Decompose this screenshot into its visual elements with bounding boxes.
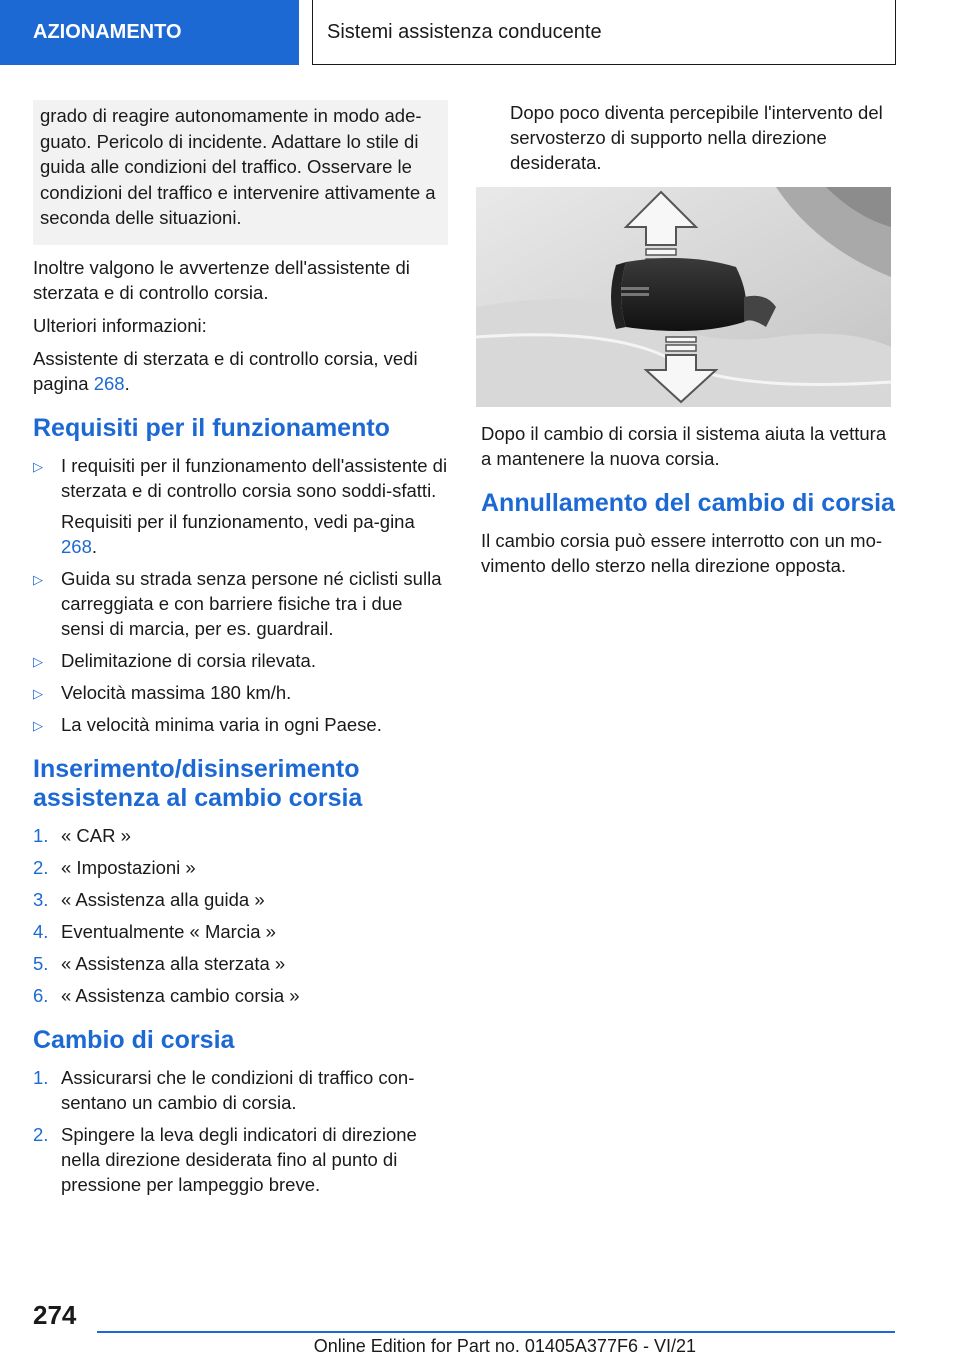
step-number: 3. — [33, 888, 49, 910]
chapter-title: Sistemi assistenza conducente — [327, 20, 602, 43]
paragraph: Dopo poco diventa percepibile l'intervento del servosterzo di supporto nella direzione desiderata. — [510, 102, 883, 173]
list-item — [33, 566, 448, 641]
punctuation: . — [124, 372, 130, 394]
subtext: Requisiti per il funzionamento, vedi pa-gina — [61, 510, 415, 532]
heading-requisiti: Requisiti per il funzionamento — [33, 413, 390, 442]
triangle-bullet-icon: ▷ — [33, 458, 43, 474]
punctuation: . — [91, 535, 98, 557]
paragraph: Ulteriori informazioni: — [33, 314, 207, 336]
step-item — [33, 983, 448, 1008]
paragraph-with-link — [33, 346, 448, 396]
step-number: 6. — [33, 984, 49, 1006]
chapter-header — [312, 0, 896, 65]
step-item — [33, 1122, 448, 1197]
step-item — [33, 855, 448, 880]
step-text: Spingere la leva degli indicatori di direzione nella direzione desiderata fino al punto di pressione per lampeggio breve. — [61, 1123, 417, 1195]
heading-cambio: Cambio di corsia — [33, 1025, 235, 1054]
turn-signal-lever-illustration — [476, 187, 891, 407]
triangle-bullet-icon: ▷ — [33, 685, 43, 701]
list-item-text: La velocità minima varia in ogni Paese. — [61, 713, 382, 735]
turn-signal-lever-figure — [476, 187, 891, 407]
step-text: « CAR » — [61, 824, 131, 846]
triangle-bullet-icon: ▷ — [33, 571, 43, 587]
step-text: Assicurarsi che le condizioni di traffico con-sentano un cambio di corsia. — [61, 1066, 415, 1113]
list-item-text: Velocità massima 180 km/h. — [61, 681, 292, 703]
section-tab — [0, 0, 299, 65]
page-link[interactable]: 268 — [61, 535, 92, 557]
paragraph: Il cambio corsia può essere interrotto con un mo-vimento dello sterzo nella direzione opposta. — [481, 530, 883, 576]
requisiti-list — [33, 453, 448, 737]
left-column — [33, 100, 448, 1204]
step-item — [33, 823, 448, 848]
list-item — [33, 712, 448, 737]
step-text: « Assistenza alla guida » — [61, 888, 265, 910]
list-item-text: I requisiti per il funzionamento dell'assistente di sterzata e di controllo corsia sono soddi-sfatti. — [61, 454, 448, 501]
inserimento-steps — [33, 823, 448, 1008]
list-item — [33, 453, 448, 559]
heading-inserimento: Inserimento/disinserimento assistenza al cambio corsia — [33, 754, 363, 812]
step-item — [33, 951, 448, 976]
list-item — [33, 680, 448, 705]
step-item — [33, 887, 448, 912]
section-label: AZIONAMENTO — [33, 21, 182, 43]
list-item-subtext — [61, 509, 448, 559]
step-text: « Impostazioni » — [61, 856, 196, 878]
step-text: Eventualmente « Marcia » — [61, 920, 276, 942]
right-column — [476, 100, 896, 586]
page-link[interactable]: 268 — [93, 372, 125, 394]
step-text: « Assistenza cambio corsia » — [61, 984, 300, 1006]
step-number: 4. — [33, 920, 49, 942]
cambio-steps — [33, 1065, 448, 1197]
heading-annullamento: Annullamento del cambio di corsia — [481, 489, 895, 517]
warning-box — [33, 100, 448, 245]
paragraph: Inoltre valgono le avvertenze dell'assistente di sterzata e di controllo corsia. — [33, 256, 410, 303]
step-number: 1. — [33, 1066, 49, 1088]
paragraph-text: Assistente di sterzata e di controllo corsia, vedi pagina — [33, 347, 418, 394]
page-number: 274 — [33, 1300, 77, 1330]
list-item — [33, 648, 448, 673]
step-text: « Assistenza alla sterzata » — [61, 952, 286, 974]
step-number: 2. — [33, 856, 49, 878]
step-item — [33, 1065, 448, 1115]
footer-divider — [97, 1331, 895, 1333]
triangle-bullet-icon: ▷ — [33, 653, 43, 669]
edition-text: Online Edition for Part no. 01405A377F6 - VI/21 — [313, 1336, 696, 1356]
warning-text: grado di reagire autonomamente in modo ade-guato. Pericolo di incidente. Adattare lo stile di guida alle condizioni del traffico. Osservare le condizioni del traffico e intervenire attivamente a seconda delle situazioni. — [40, 105, 436, 228]
list-item-text: Guida su strada senza persone né ciclisti sulla carreggiata e con barriere fisiche tra i due sensi di marcia, per es. guardrail. — [61, 567, 442, 639]
step-number: 2. — [33, 1123, 49, 1145]
step-number: 1. — [33, 824, 49, 846]
step-number: 5. — [33, 952, 49, 974]
list-item-text: Delimitazione di corsia rilevata. — [61, 649, 316, 671]
step-item — [33, 919, 448, 944]
paragraph: Dopo il cambio di corsia il sistema aiuta la vettura a mantenere la nuova corsia. — [481, 423, 887, 469]
triangle-bullet-icon: ▷ — [33, 717, 43, 733]
